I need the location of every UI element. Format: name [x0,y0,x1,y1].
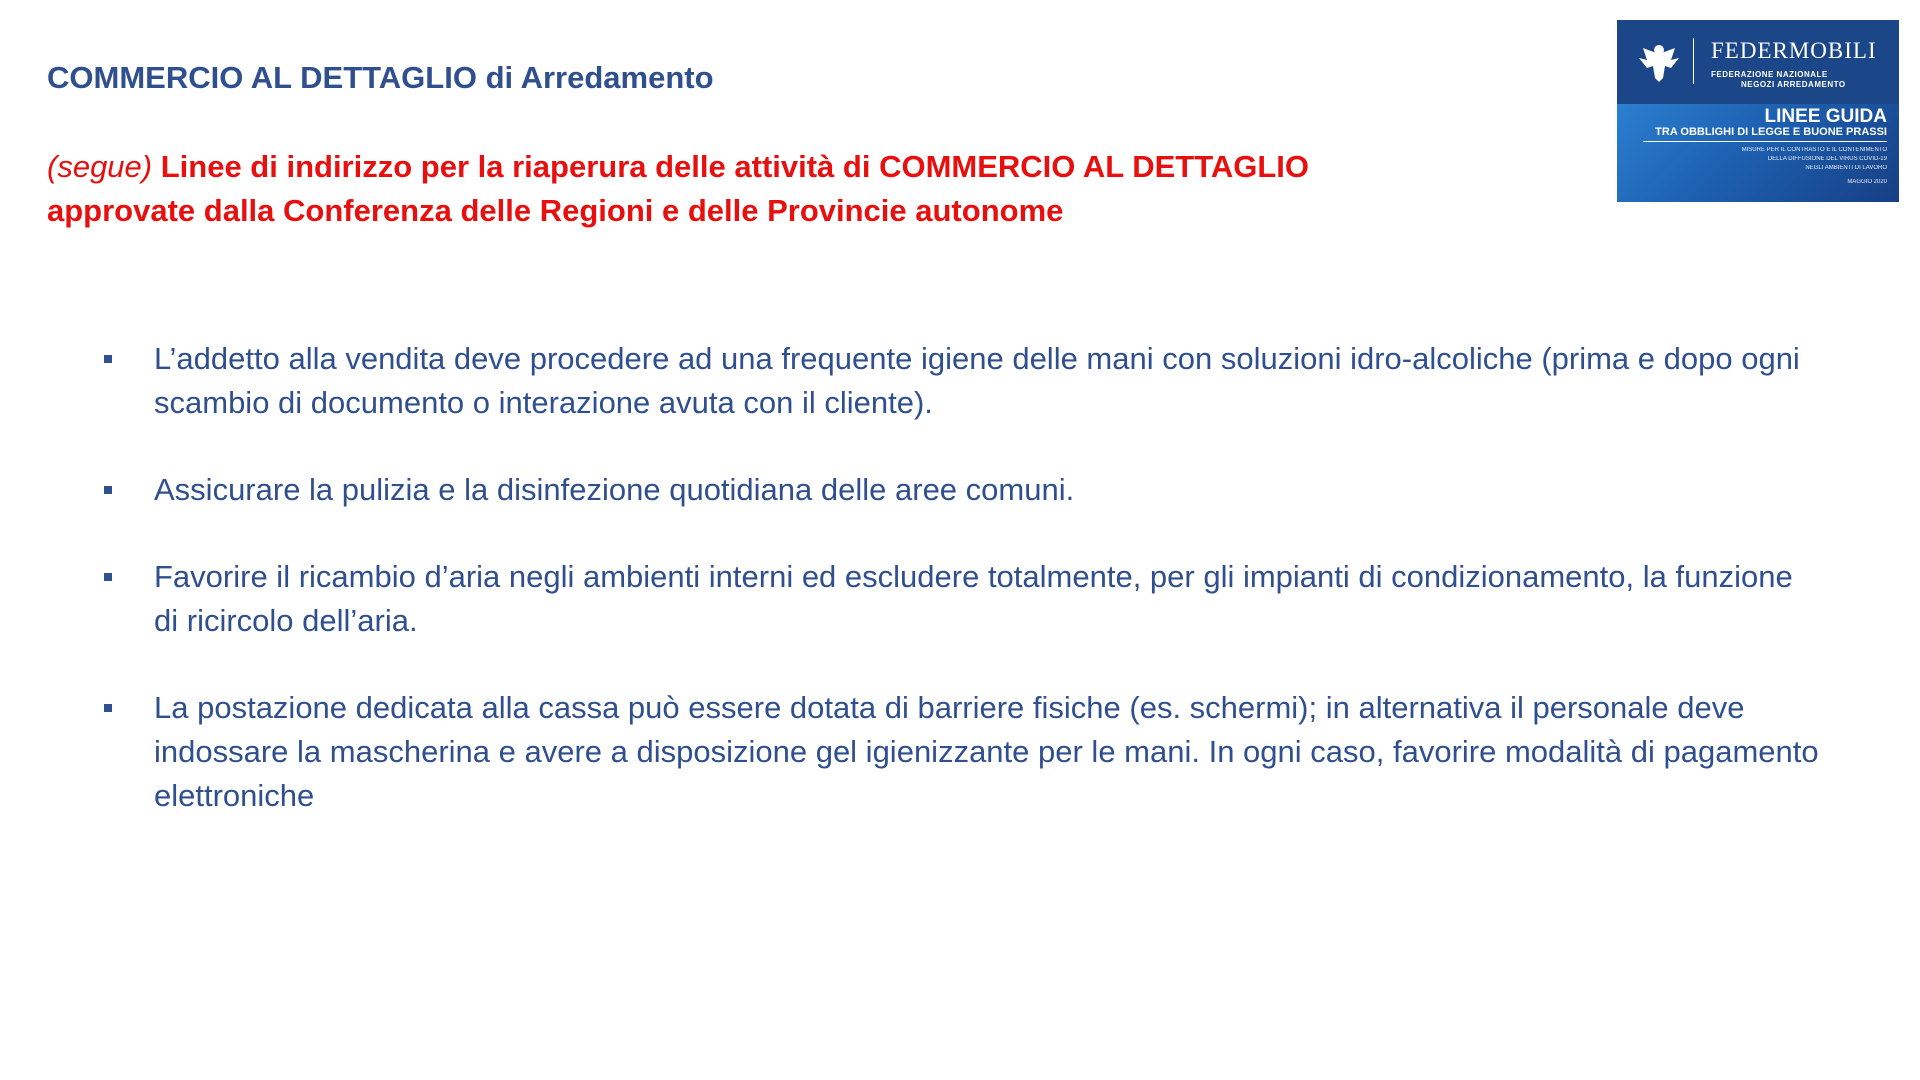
bullet-text: Favorire il ricambio d’aria negli ambienti interni ed escludere totalmente, per gli impianti di condizionamento, la funzione di ricircolo dell’aria. [154,559,1793,638]
subtitle-line-1: Linee di indirizzo per la riaperura delle attività di COMMERCIO AL DETTAGLIO [152,149,1310,184]
guide-subtitle: TRA OBBLIGHI DI LEGGE E BUONE PRASSI [1655,126,1887,138]
eagle-icon [1635,38,1683,86]
logo-divider [1693,38,1694,84]
logo-federation-line-2: NEGOZI ARREDAMENTO [1741,80,1846,89]
list-item [100,337,1820,425]
guide-small-line-1: MISURE PER IL CONTRASTO E IL CONTENIMENTO [1741,147,1887,153]
subtitle-line-2: approvate dalla Conferenza delle Regioni e delle Provincie autonome [47,193,1064,228]
bullet-marker [104,355,112,363]
logo-brand: FEDERMOBILI [1711,38,1877,63]
bullet-text: L’addetto alla vendita deve procedere ad una frequente igiene delle mani con soluzioni idro-alcoliche (prima e dopo ogni scambio di documento o interazione avuta con il cliente). [154,341,1800,420]
guide-divider [1643,141,1887,142]
bullet-list [100,337,1820,861]
list-item [100,468,1820,512]
bullet-marker [104,704,112,712]
bullet-text: Assicurare la pulizia e la disinfezione quotidiana delle aree comuni. [154,472,1075,507]
list-item [100,686,1820,818]
guide-small-line-2: DELLA DIFFUSIONE DEL VIRUS COVID-19 [1767,156,1887,162]
federmobili-logo [1617,20,1899,202]
bullet-marker [104,573,112,581]
page-subtitle [47,145,1427,233]
list-item [100,555,1820,643]
subtitle-prefix: (segue) [47,149,153,184]
page-title: COMMERCIO AL DETTAGLIO di Arredamento [47,60,714,95]
bullet-text: La postazione dedicata alla cassa può essere dotata di barriere fisiche (es. schermi); in alternativa il personale deve indossare la mascherina e avere a disposizione gel igienizzante per le mani. In ogni caso, favorire modalità di pagamento elettroniche [154,690,1819,813]
bullet-marker [104,486,112,494]
logo-federation-line-1: FEDERAZIONE NAZIONALE [1711,70,1828,79]
guide-title: LINEE GUIDA [1764,106,1887,127]
guide-date: MAGGIO 2020 [1847,179,1887,185]
guide-small-line-3: NEGLI AMBIENTI DI LAVORO [1805,165,1887,171]
